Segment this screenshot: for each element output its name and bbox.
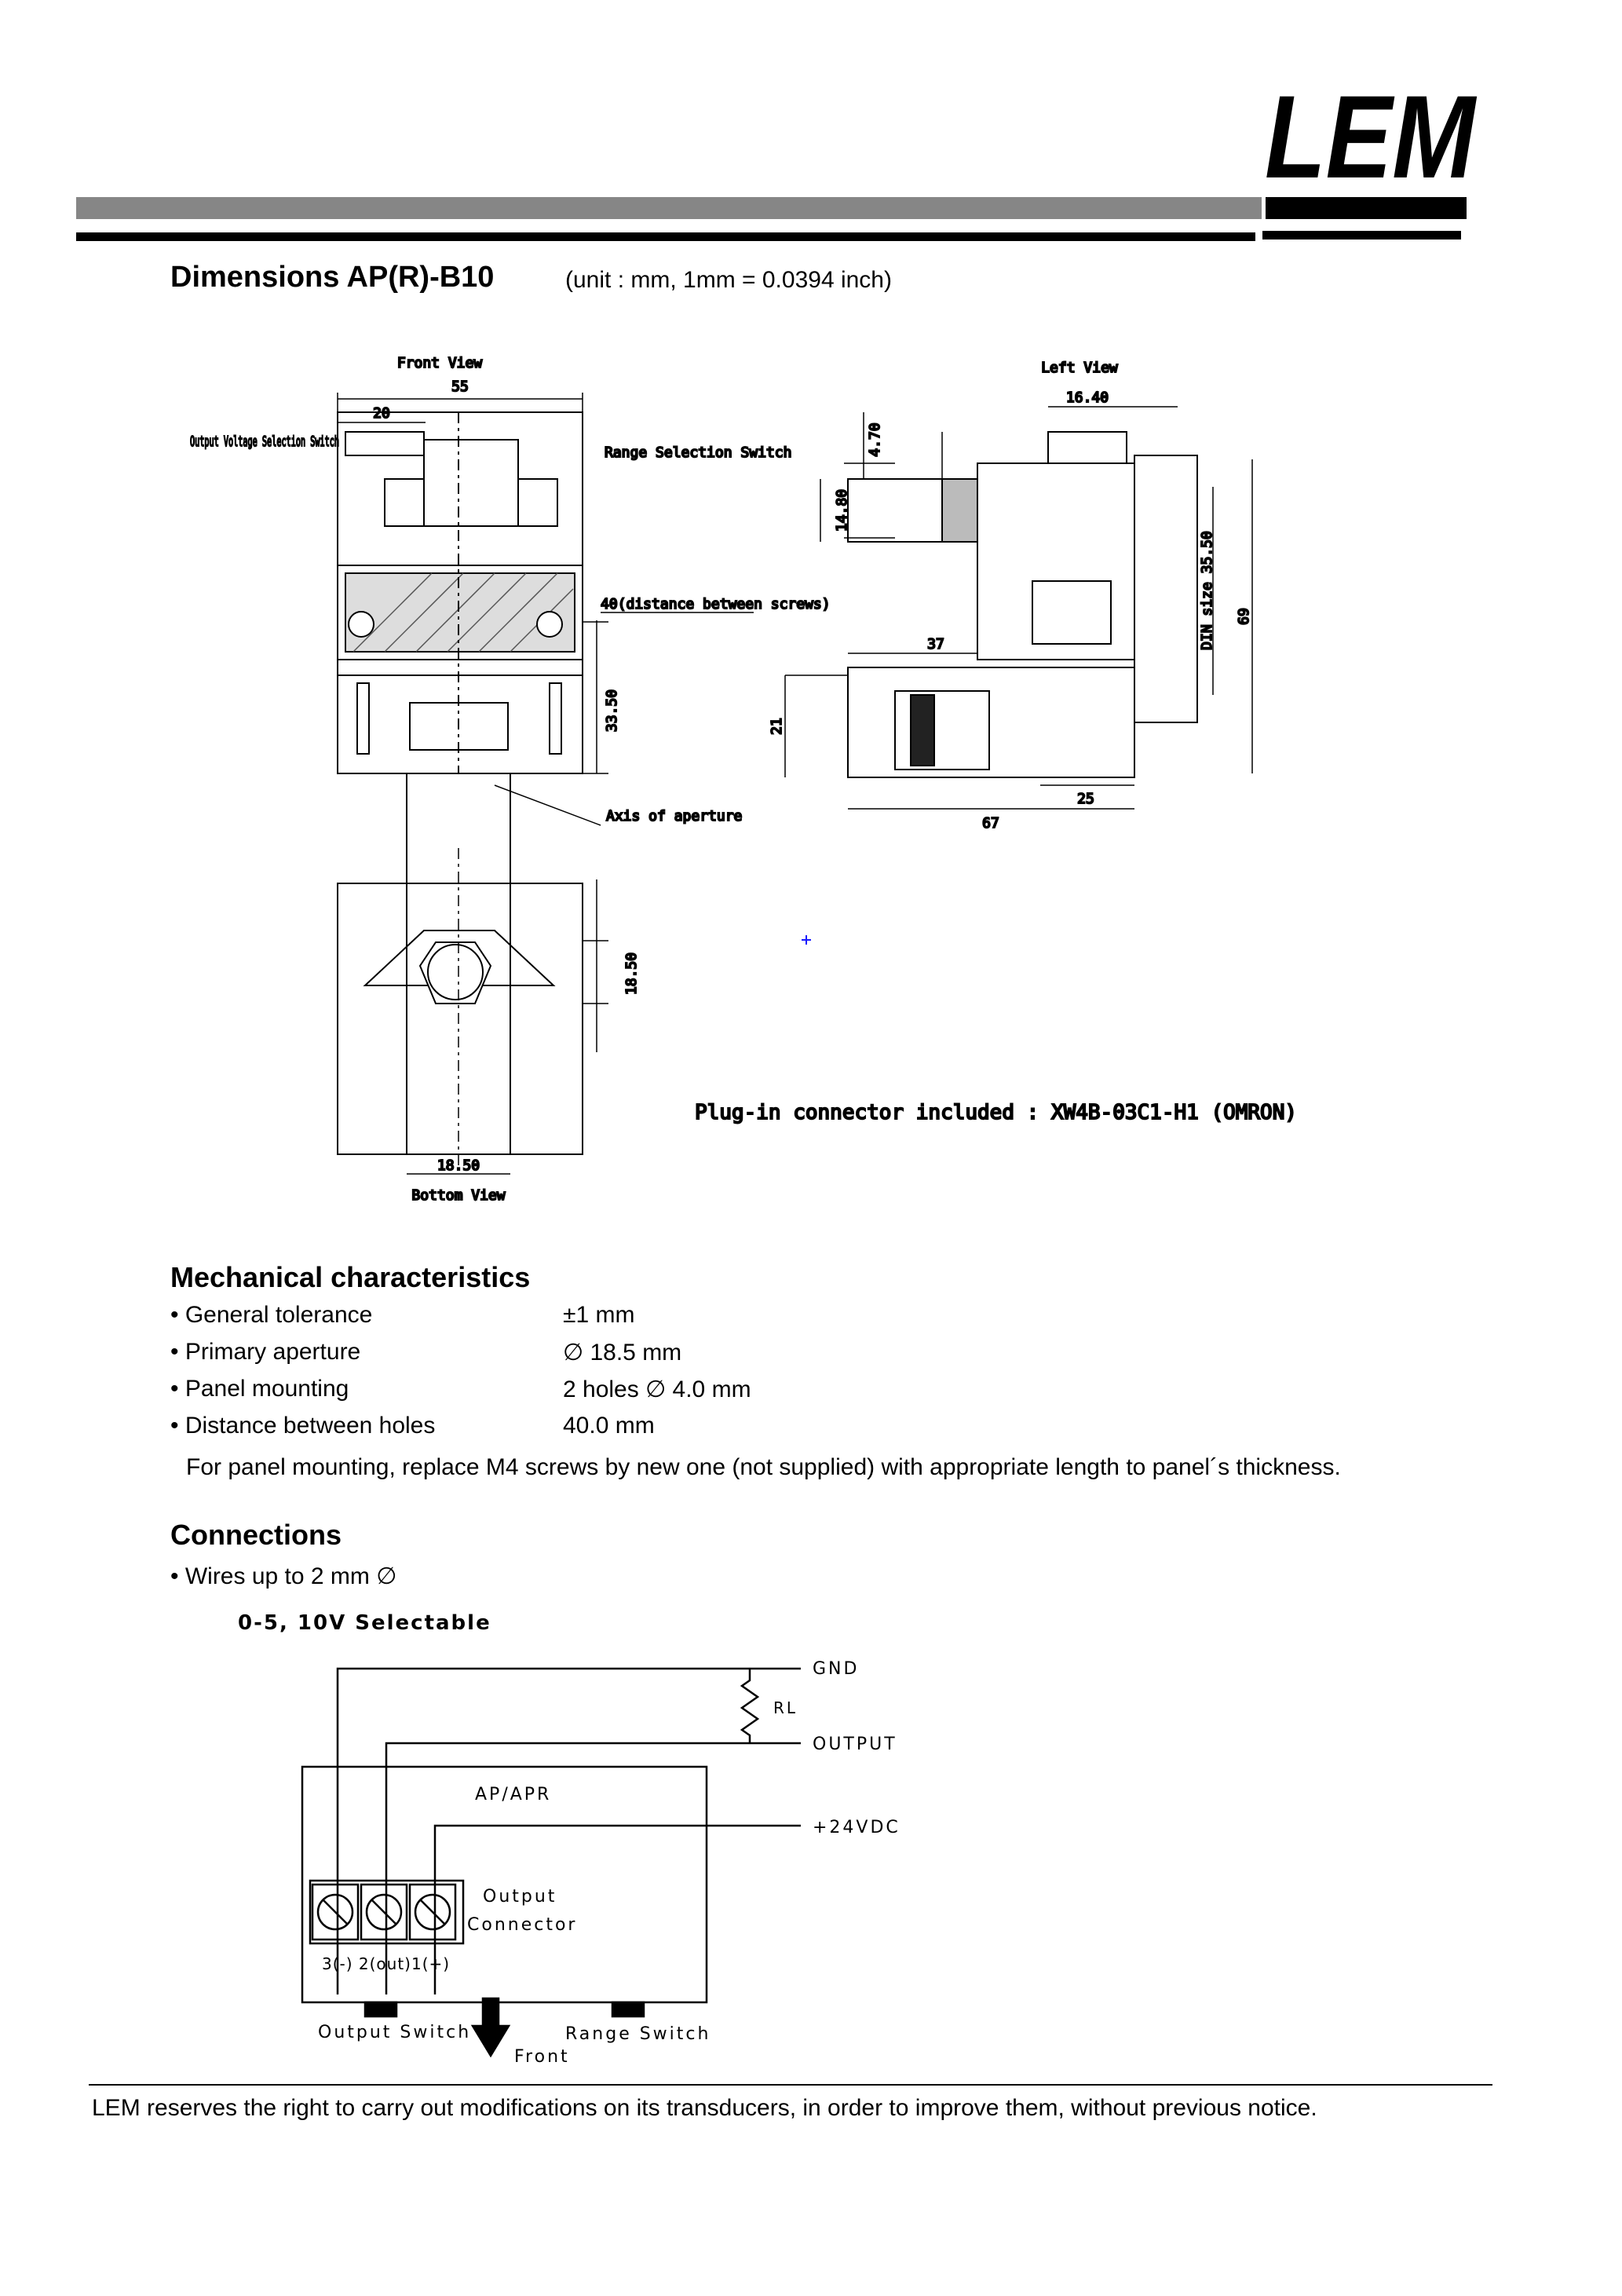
din-size-dim: DIN size 35.50 <box>1199 531 1215 650</box>
output-connector-label-2: Connector <box>467 1915 578 1935</box>
spec-label: • General tolerance <box>170 1302 373 1328</box>
dim-37: 37 <box>927 636 944 653</box>
dim-69: 69 <box>1236 608 1252 625</box>
output-voltage-switch-label: Output Voltage Selection Switch <box>190 433 339 450</box>
left-view-label: Left View <box>1041 360 1118 376</box>
axis-label: Axis of aperture <box>606 808 743 824</box>
output-switch-marker <box>365 2002 396 2016</box>
bottom-view <box>338 848 608 1174</box>
crosshair-marker <box>802 935 811 945</box>
dim-16-40: 16.40 <box>1065 389 1109 406</box>
panel-mounting-note: For panel mounting, replace M4 screws by new one (not supplied) with appropriate length to panel´s thickness. <box>186 1454 1341 1480</box>
bottom-view-label: Bottom View <box>411 1187 506 1204</box>
dim-25: 25 <box>1077 791 1094 807</box>
dim-14-80: 14.80 <box>834 488 850 532</box>
dimension-drawing <box>157 345 1335 1225</box>
wiring-diagram <box>212 1610 997 2067</box>
spec-label: • Distance between holes <box>170 1413 436 1439</box>
dim-18-50-horizontal: 18.50 <box>437 1157 480 1174</box>
screws-note: 40(distance between screws) <box>601 596 831 612</box>
output-switch-label: Output Switch <box>318 2023 472 2042</box>
range-switch-marker <box>612 2002 644 2016</box>
page-title: Dimensions AP(R)-B10 <box>170 261 495 294</box>
output-label: OUTPUT <box>813 1735 897 1754</box>
dim-55: 55 <box>451 378 469 395</box>
range-switch-label: Range Switch <box>565 2024 711 2044</box>
connections-heading: Connections <box>170 1519 342 1551</box>
rl-label: RL <box>773 1698 798 1717</box>
left-view-dims <box>785 407 1252 809</box>
dim-21: 21 <box>769 718 785 735</box>
front-label: Front <box>514 2047 570 2067</box>
spec-label: • Primary aperture <box>170 1339 361 1365</box>
output-connector-label-1: Output <box>483 1887 557 1907</box>
left-view <box>848 432 1197 777</box>
front-view <box>338 412 583 1154</box>
header-gray-bar <box>76 197 1262 219</box>
connector-note: Plug-in connector included : XW4B-03C1-H1 (OMRON) <box>695 1101 1298 1124</box>
lem-logo <box>1260 71 1480 203</box>
header-black-bar <box>76 232 1255 241</box>
spec-value: ∅ 18.5 mm <box>563 1340 682 1366</box>
dim-4-70: 4.70 <box>867 422 883 457</box>
terminal-screws <box>312 1885 455 1940</box>
front-view-label: Front View <box>396 355 483 371</box>
spec-value: 40.0 mm <box>563 1413 655 1439</box>
dim-20: 20 <box>373 405 390 422</box>
range-switch-label: Range Selection Switch <box>605 444 792 461</box>
dim-33-50: 33.50 <box>604 689 620 733</box>
selectable-label: 0-5, 10V Selectable <box>238 1611 491 1635</box>
wires-note: • Wires up to 2 mm ∅ <box>170 1563 397 1589</box>
mechanical-heading: Mechanical characteristics <box>170 1261 531 1293</box>
dim-18-50-vertical: 18.50 <box>623 952 640 996</box>
device-label: AP/APR <box>475 1785 552 1804</box>
vdc-label: +24VDC <box>813 1818 901 1837</box>
spec-label: • Panel mounting <box>170 1376 349 1402</box>
footer-divider <box>89 2084 1492 2086</box>
gnd-label: GND <box>813 1659 860 1679</box>
spec-value: 2 holes ∅ 4.0 mm <box>563 1377 751 1402</box>
spec-value: ±1 mm <box>563 1302 635 1328</box>
terminal-labels: 3(-) 2(out)1(+) <box>322 1954 451 1973</box>
footer-notice: LEM reserves the right to carry out modifications on its transducers, in order to improve them, without previous notice. <box>92 2095 1317 2121</box>
front-arrow-icon <box>473 1998 509 2056</box>
dim-67: 67 <box>982 815 999 832</box>
logo-underline-thin <box>1262 231 1461 239</box>
unit-note: (unit : mm, 1mm = 0.0394 inch) <box>565 267 892 293</box>
logo-text: LEM <box>1265 71 1478 203</box>
load-resistor <box>742 1669 758 1743</box>
